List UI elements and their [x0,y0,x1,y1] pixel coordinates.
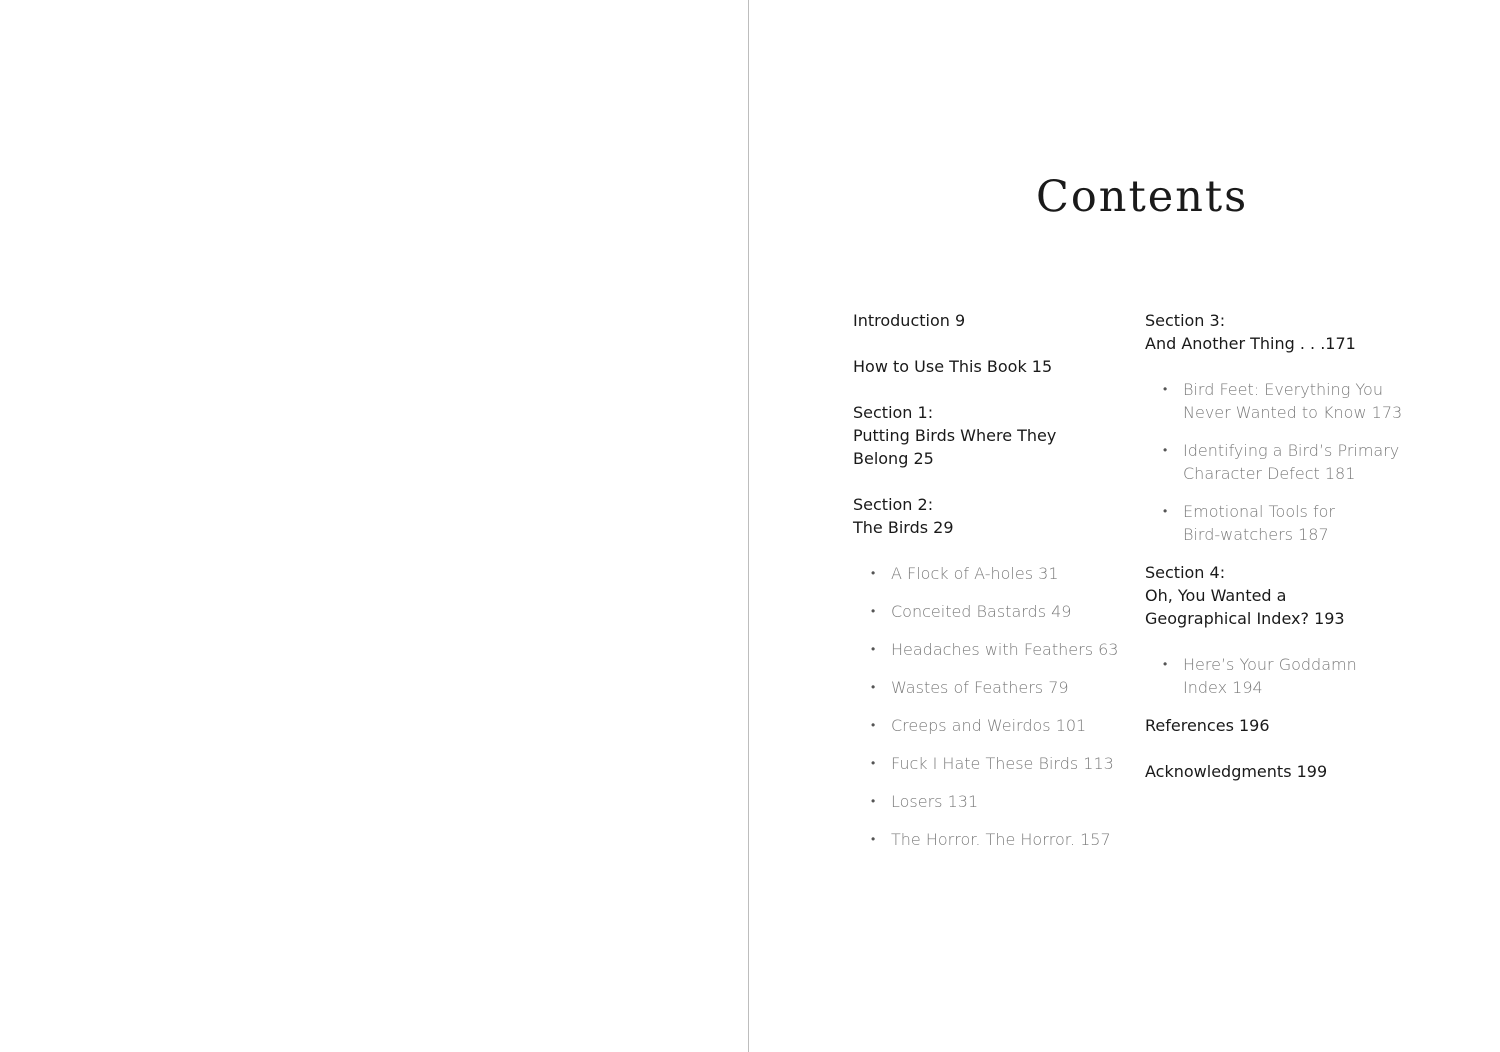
section-3-chapter-list [1145,378,1410,546]
toc-entry-references [1145,714,1410,737]
list-item [853,752,1123,775]
toc-entry-section-2 [853,493,1123,539]
chapter-label: Losers 131 [891,792,979,811]
section-4-chapter-list [1145,653,1410,699]
list-item [853,638,1123,661]
bullet-icon: • [1163,443,1168,457]
chapter-label: Emotional Tools for [1183,502,1335,521]
list-item [853,600,1123,623]
toc-entry-acknowledgments [1145,760,1410,783]
section-2-chapter-list [853,562,1123,851]
toc-entry-label: References 196 [1145,716,1270,735]
section-title-line: Putting Birds Where They [853,426,1057,445]
toc-entry-label: Introduction 9 [853,311,966,330]
toc-entry-section-1 [853,401,1123,470]
left-page-blank [0,0,748,1052]
bullet-icon: • [1163,504,1168,518]
chapter-label: Character Defect 181 [1183,464,1356,483]
chapter-label: Fuck I Hate These Birds 113 [891,754,1114,773]
bullet-icon: • [871,566,876,580]
section-title-line: The Birds 29 [853,518,954,537]
bullet-icon: • [871,680,876,694]
chapter-label: Conceited Bastards 49 [891,602,1072,621]
page-title: Contents [1036,172,1249,222]
toc-column-right [1145,309,1410,806]
list-item [853,714,1123,737]
chapter-label: Identifying a Bird’s Primary [1183,441,1400,460]
toc-column-left [853,309,1123,866]
chapter-label: A Flock of A-holes 31 [891,564,1059,583]
bullet-icon: • [871,756,876,770]
chapter-label: Creeps and Weirdos 101 [891,716,1087,735]
chapter-label: The Horror. The Horror. 157 [891,830,1111,849]
bullet-icon: • [871,642,876,656]
section-heading: Section 4: [1145,563,1226,582]
section-title-line: Belong 25 [853,449,934,468]
chapter-label: Headaches with Feathers 63 [891,640,1119,659]
bullet-icon: • [1163,382,1168,396]
section-heading: Section 1: [853,403,934,422]
toc-entry-section-3 [1145,309,1410,355]
bullet-icon: • [871,794,876,808]
toc-entry-how-to-use [853,355,1123,378]
bullet-icon: • [1163,657,1168,671]
list-item [853,828,1123,851]
toc-entry-section-4 [1145,561,1410,630]
toc-entry-label: How to Use This Book 15 [853,357,1053,376]
chapter-label: Index 194 [1183,678,1263,697]
chapter-label: Never Wanted to Know 173 [1183,403,1403,422]
bullet-icon: • [871,604,876,618]
list-item [1145,500,1410,546]
list-item [1145,378,1410,424]
chapter-label: Here’s Your Goddamn [1183,655,1357,674]
toc-entry-label: Acknowledgments 199 [1145,762,1328,781]
section-title-line: Geographical Index? 193 [1145,609,1345,628]
section-heading: Section 3: [1145,311,1226,330]
toc-entry-introduction [853,309,1123,332]
section-heading: Section 2: [853,495,934,514]
section-title-line: And Another Thing . . .171 [1145,334,1356,353]
bullet-icon: • [871,718,876,732]
chapter-label: Bird-watchers 187 [1183,525,1329,544]
bullet-icon: • [871,832,876,846]
chapter-label: Bird Feet: Everything You [1183,380,1383,399]
section-title-line: Oh, You Wanted a [1145,586,1287,605]
chapter-label: Wastes of Feathers 79 [891,678,1069,697]
list-item [853,790,1123,813]
list-item [853,562,1123,585]
list-item [1145,439,1410,485]
list-item [853,676,1123,699]
list-item [1145,653,1410,699]
